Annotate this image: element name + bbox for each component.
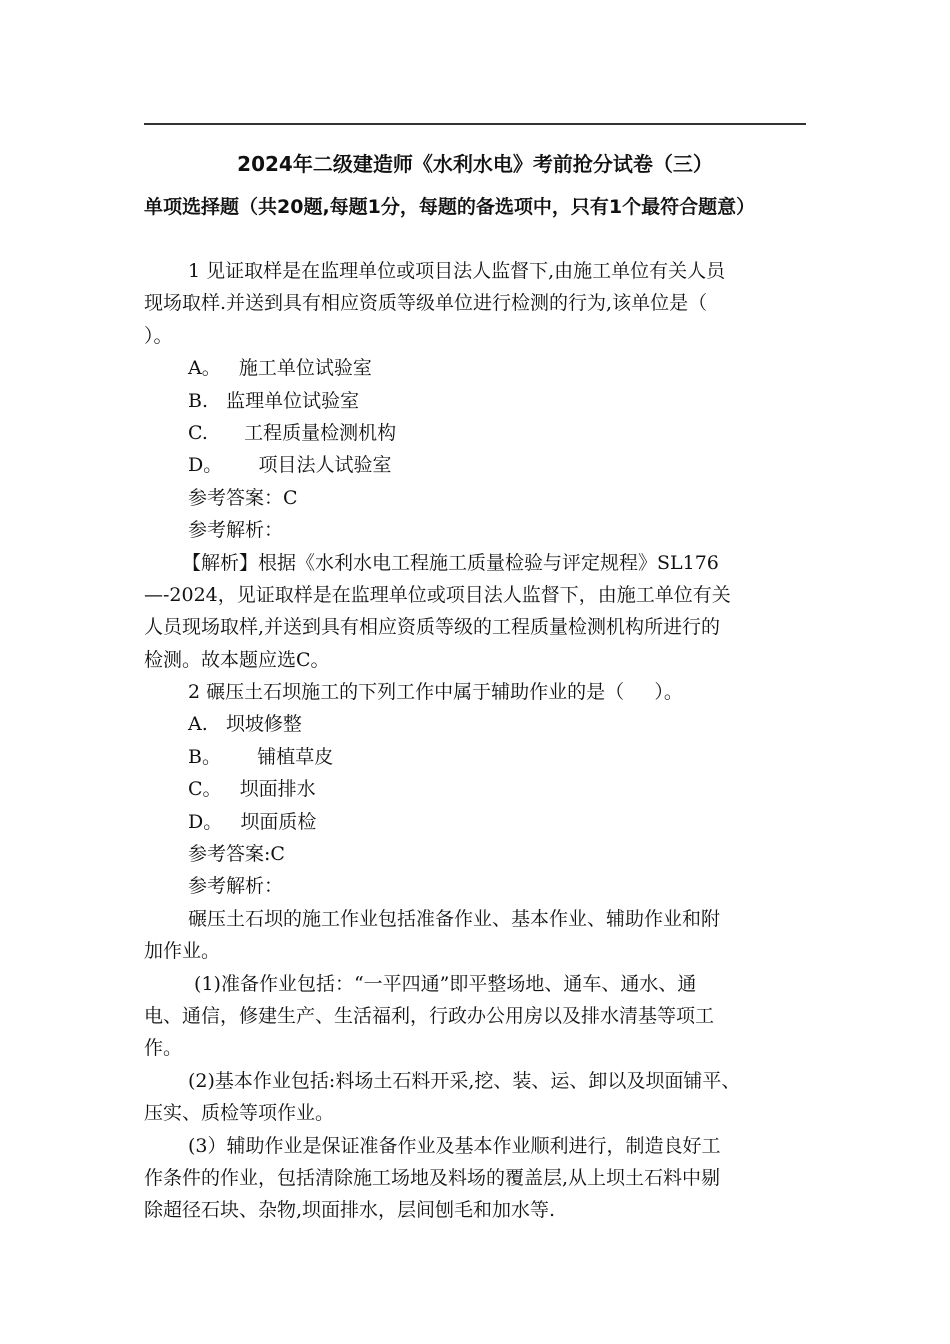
q1-option-d: D。 项目法人试验室: [188, 454, 392, 477]
q2-analysis-line: (3）辅助作业是保证准备作业及基本作业顺利进行，制造良好工: [188, 1134, 721, 1157]
q1-answer: 参考答案：C: [188, 486, 298, 509]
q2-stem-line: 2 碾压土石坝施工的下列工作中属于辅助作业的是（ ）。: [188, 681, 683, 704]
q2-analysis-line: (1)准备作业包括：“一平四通”即平整场地、通车、通水、通: [188, 972, 697, 995]
q1-stem-line: ）。: [144, 324, 173, 347]
q1-option-b: B. 监理单位试验室: [188, 389, 360, 412]
document-body: [144, 255, 809, 1227]
q1-analysis-line: 人员现场取样,并送到具有相应资质等级的工程质量检测机构所进行的: [144, 616, 721, 639]
q1-stem-line: 1 见证取样是在监理单位或项目法人监督下,由施工单位有关人员: [188, 260, 726, 282]
q1-option-c: C. 工程质量检测机构: [188, 421, 397, 444]
q2-analysis-line: 作条件的作业，包括清除施工场地及料场的覆盖层,从上坝土石料中剔: [144, 1166, 721, 1189]
q1-analysis-label: 参考解析：: [188, 519, 284, 542]
q2-analysis-label: 参考解析：: [188, 875, 284, 898]
q1-analysis-line: 检测。故本题应选C。: [144, 648, 330, 671]
header-rule: [144, 123, 806, 125]
q1-option-a: A。 施工单位试验室: [188, 357, 372, 380]
q2-option-d: D。 坝面质检: [188, 810, 317, 833]
document-title: 2024年二级建造师《水利水电》考前抢分试卷（三）: [237, 152, 713, 176]
q2-analysis-line: 作。: [144, 1037, 183, 1060]
q2-analysis-line: 压实、质检等项作业。: [144, 1102, 335, 1125]
q2-option-b: B。 铺植草皮: [188, 745, 334, 768]
q2-analysis-line: 加作业。: [144, 940, 221, 963]
q1-stem-line: 现场取样.并送到具有相应资质等级单位进行检测的行为,该单位是（: [144, 292, 708, 315]
section-heading: 单项选择题（共20题,每题1分，每题的备选项中，只有1个最符合题意）: [144, 196, 756, 218]
q2-analysis-line: 除超径石块、杂物,坝面排水，层间刨毛和加水等.: [144, 1199, 556, 1222]
q2-option-a: A. 坝坡修整: [188, 713, 302, 736]
q2-answer: 参考答案:C: [188, 843, 285, 866]
q2-analysis-line: 电、通信，修建生产、生活福利，行政办公用房以及排水清基等项工: [144, 1004, 715, 1027]
q2-analysis-line: (2)基本作业包括:料场土石料开采,挖、装、运、卸以及坝面铺平、: [188, 1069, 741, 1092]
q2-option-c: C。 坝面排水: [188, 778, 316, 801]
q1-analysis-line: —-2024，见证取样是在监理单位或项目法人监督下，由施工单位有关: [144, 583, 731, 606]
q2-analysis-line: 碾压土石坝的施工作业包括准备作业、基本作业、辅助作业和附: [188, 907, 721, 930]
q1-analysis-line: 【解析】根据《水利水电工程施工质量检验与评定规程》SL176: [182, 551, 719, 574]
